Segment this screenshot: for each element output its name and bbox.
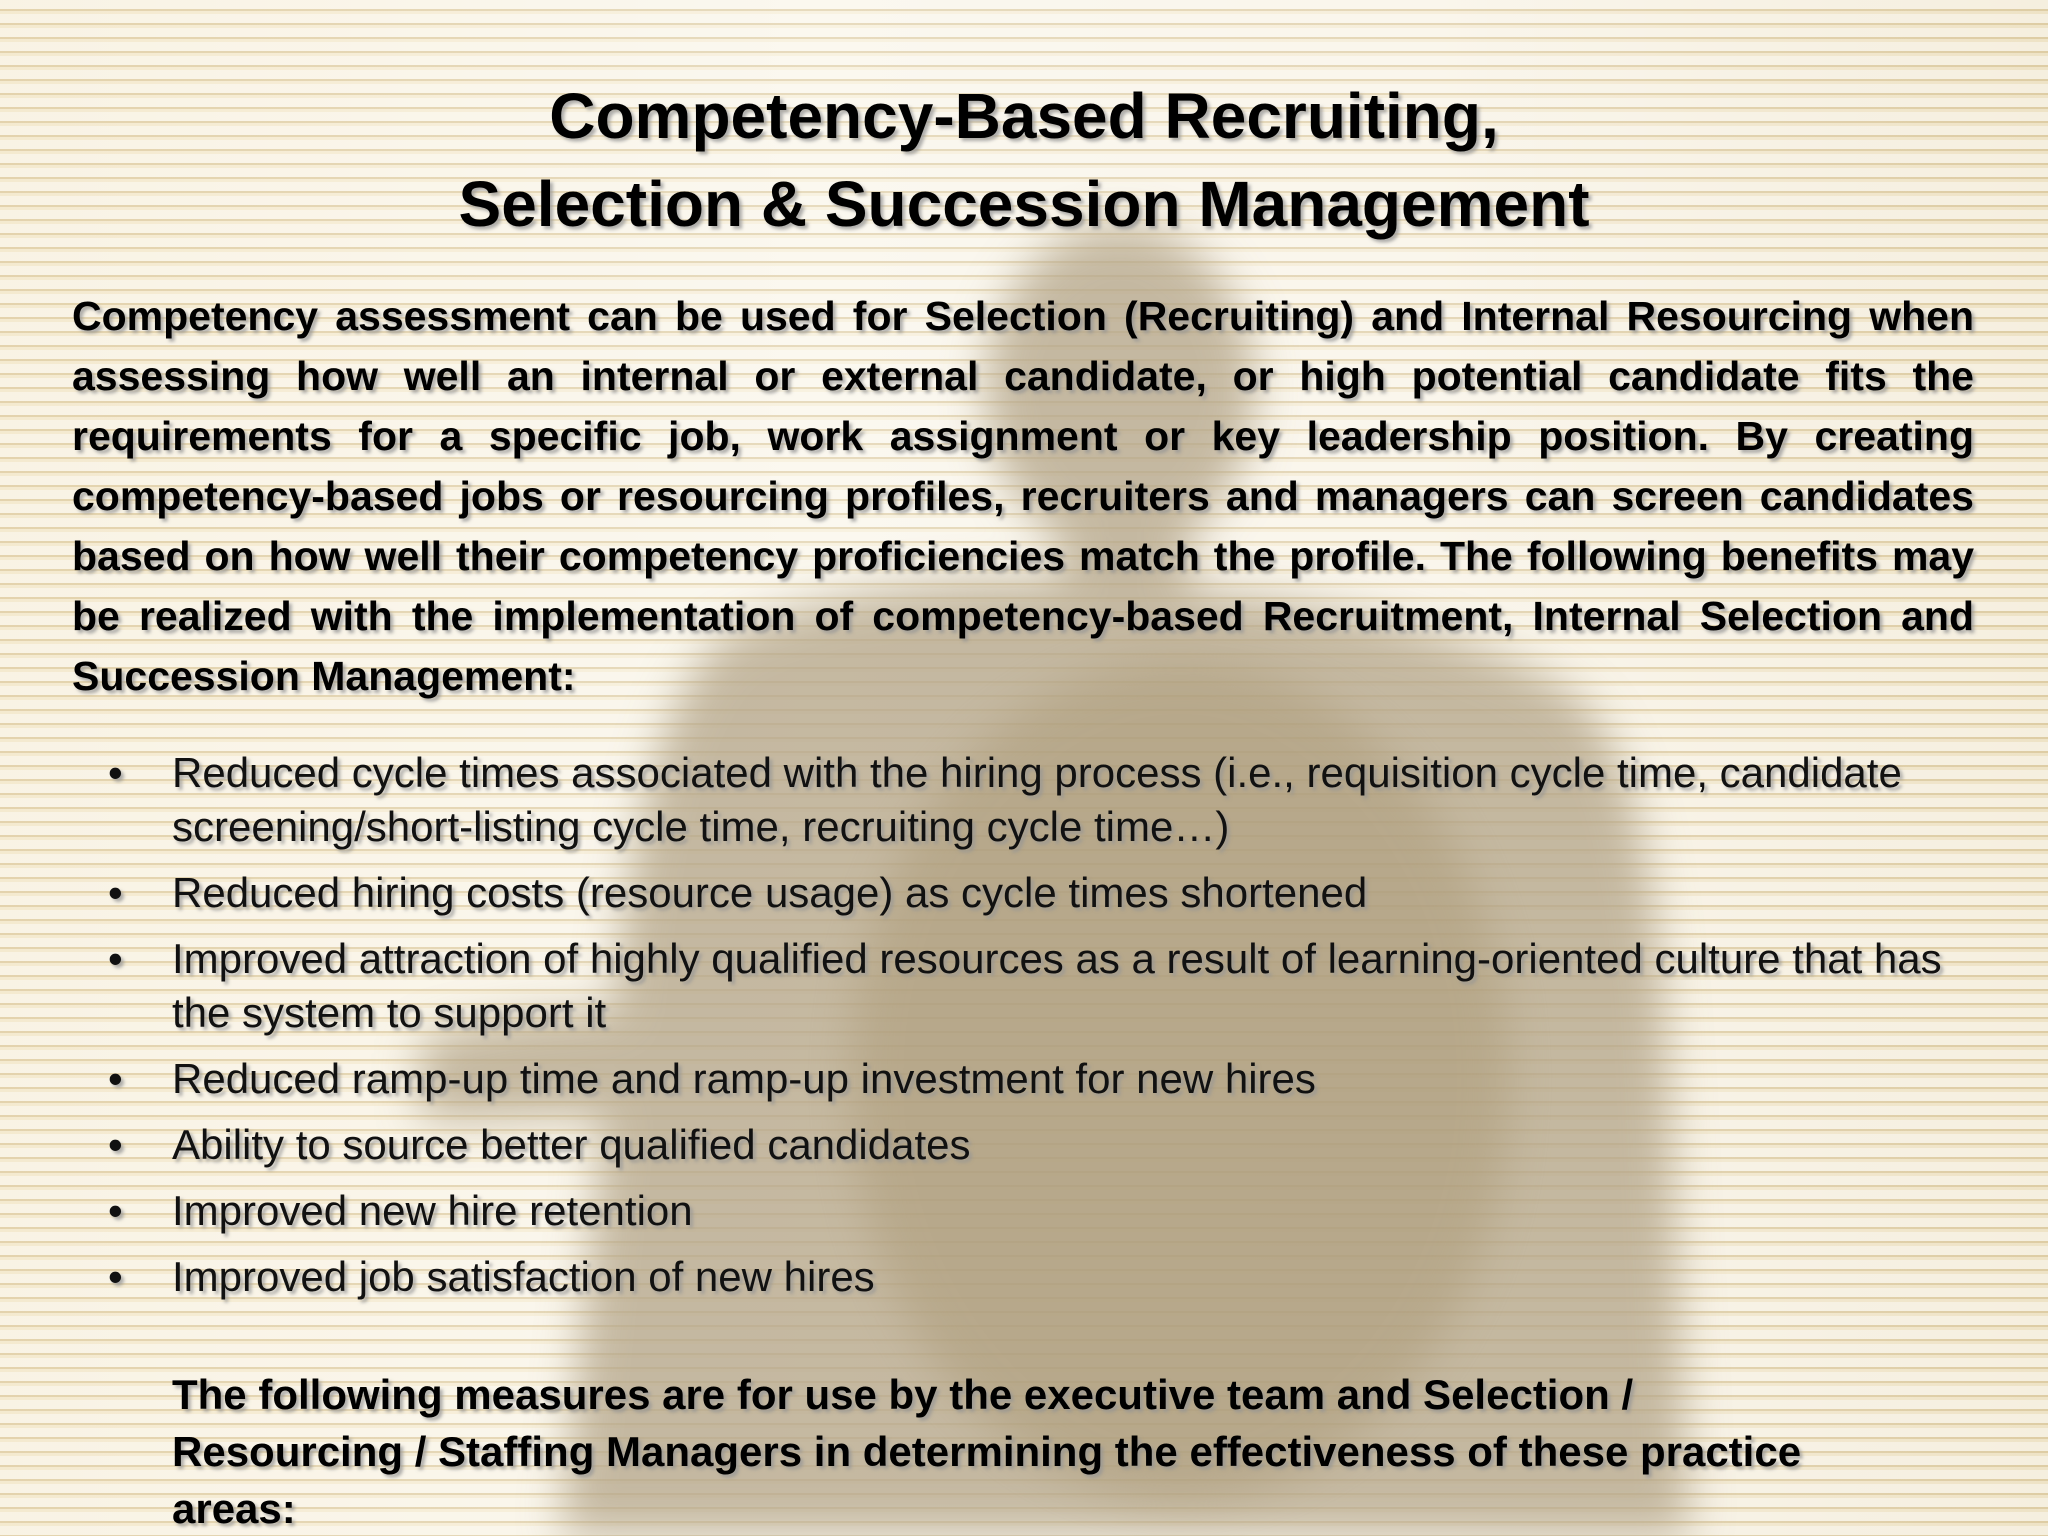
bullet-icon: •	[108, 749, 123, 796]
benefit-item	[104, 1250, 1964, 1304]
benefit-item	[104, 746, 1964, 854]
bullet-icon: •	[108, 935, 123, 982]
benefit-text: Ability to source better qualified candidates	[172, 1121, 971, 1168]
benefit-text: Improved attraction of highly qualified resources as a result of learning-oriented culture that has the system to support it	[172, 935, 1942, 1036]
benefit-text: Reduced cycle times associated with the hiring process (i.e., requisition cycle time, candidate screening/short-listing cycle time, recruiting cycle time…)	[172, 749, 1902, 850]
benefit-item	[104, 866, 1964, 920]
benefit-item	[104, 1052, 1964, 1106]
bullet-icon: •	[108, 1055, 123, 1102]
intro-paragraph: Competency assessment can be used for Selection (Recruiting) and Internal Resourcing when assessing how well an internal or external candidate, or high potential candidate fits the requirements for a specific job, work assignment or key leadership position. By creating competency-based jobs or resourcing profiles, recruiters and managers can screen candidates based on how well their competency proficiencies match the profile. The following benefits may be realized with the implementation of competency-based Recruitment, Internal Selection and Succession Management:	[72, 293, 1974, 699]
benefit-text: Improved new hire retention	[172, 1187, 693, 1234]
title-line-1: Competency-Based Recruiting,	[549, 80, 1499, 152]
benefit-item	[104, 1118, 1964, 1172]
benefits-list	[104, 746, 1964, 1316]
slide-title	[0, 72, 2048, 248]
benefit-text: Reduced hiring costs (resource usage) as cycle times shortened	[172, 869, 1368, 916]
benefit-item	[104, 932, 1964, 1040]
benefit-item	[104, 1184, 1964, 1238]
bullet-icon: •	[108, 1187, 123, 1234]
title-line-2: Selection & Succession Management	[458, 168, 1590, 240]
benefit-text: Improved job satisfaction of new hires	[172, 1253, 875, 1300]
bullet-icon: •	[108, 869, 123, 916]
bullet-icon: •	[108, 1253, 123, 1300]
measures-paragraph: The following measures are for use by the executive team and Selection / Resourcing / Staffing Managers in determining the effectiveness of these practice areas:	[172, 1371, 1802, 1532]
benefit-text: Reduced ramp-up time and ramp-up investment for new hires	[172, 1055, 1316, 1102]
bullet-icon: •	[108, 1121, 123, 1168]
